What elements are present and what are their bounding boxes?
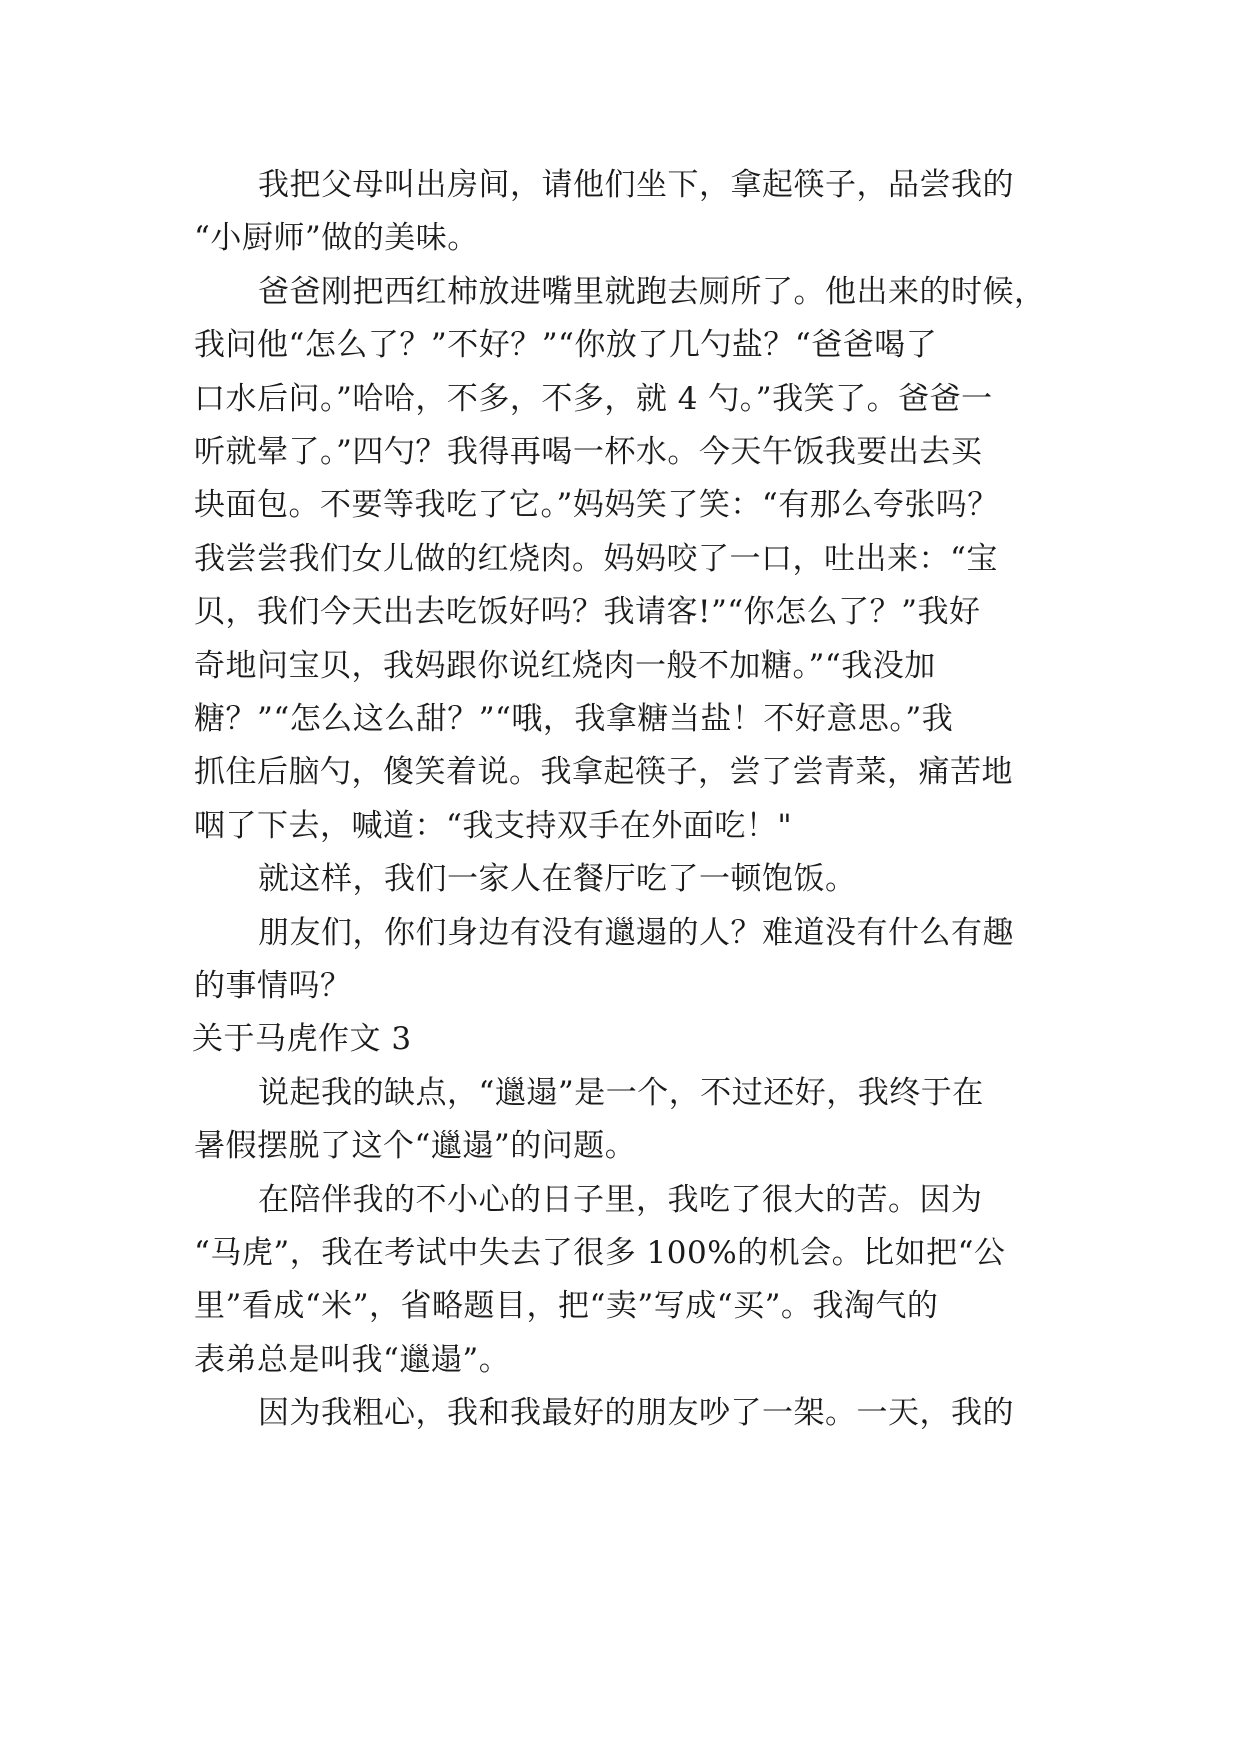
text-line: “小厨师”做的美味。: [194, 220, 479, 256]
text-line: 我问他“怎么了？”不好？”“你放了几勺盐？“爸爸喝了: [194, 327, 938, 363]
text-line: 说起我的缺点，“邋遢”是一个，不过还好，我终于在: [258, 1075, 984, 1111]
text-line: 我把父母叫出房间，请他们坐下，拿起筷子，品尝我的: [258, 167, 1014, 203]
text-line: 朋友们，你们身边有没有邋遢的人？难道没有什么有趣: [258, 915, 1014, 951]
text-line: 就这样，我们一家人在餐厅吃了一顿饱饭。: [258, 861, 857, 897]
text-line: 抓住后脑勺，傻笑着说。我拿起筷子，尝了尝青菜，痛苦地: [194, 754, 1013, 790]
text-line: 暑假摆脱了这个“邋遢”的问题。: [194, 1128, 637, 1164]
text-line: 表弟总是叫我“邋遢”。: [194, 1342, 511, 1378]
text-line: 的事情吗？: [194, 968, 352, 1004]
text-line: 奇地问宝贝，我妈跟你说红烧肉一般不加糖。”“我没加: [194, 648, 936, 684]
text-line: 我尝尝我们女儿做的红烧肉。妈妈咬了一口，吐出来：“宝: [194, 541, 998, 577]
text-line: 爸爸刚把西红柿放进嘴里就跑去厕所了。他出来的时候，: [258, 274, 1046, 310]
text-line: 因为我粗心，我和我最好的朋友吵了一架。一天，我的: [258, 1395, 1014, 1431]
text-line: 口水后问。”哈哈，不多，不多，就 4 勺。”我笑了。爸爸一: [194, 381, 993, 417]
text-line: 块面包。不要等我吃了它。”妈妈笑了笑：“有那么夸张吗？: [194, 487, 999, 523]
text-line: 咽了下去，喊道：“我支持双手在外面吃！": [194, 808, 793, 844]
text-line: 里”看成“米”，省略题目，把“卖”写成“买”。我淘气的: [194, 1288, 939, 1324]
text-line: 在陪伴我的不小心的日子里，我吃了很大的苦。因为: [258, 1182, 983, 1218]
text-line: 糖？”“怎么这么甜？”“哦，我拿糖当盐！不好意思。”我: [194, 701, 954, 737]
section-heading: 关于马虎作文 3: [192, 1021, 412, 1057]
text-line: “马虎”，我在考试中失去了很多 100%的机会。比如把“公: [194, 1235, 1006, 1271]
text-line: 贝，我们今天出去吃饭好吗？我请客!”“你怎么了？”我好: [194, 594, 981, 630]
text-line: 听就晕了。”四勺？我得再喝一杯水。今天午饭我要出去买: [194, 434, 983, 470]
